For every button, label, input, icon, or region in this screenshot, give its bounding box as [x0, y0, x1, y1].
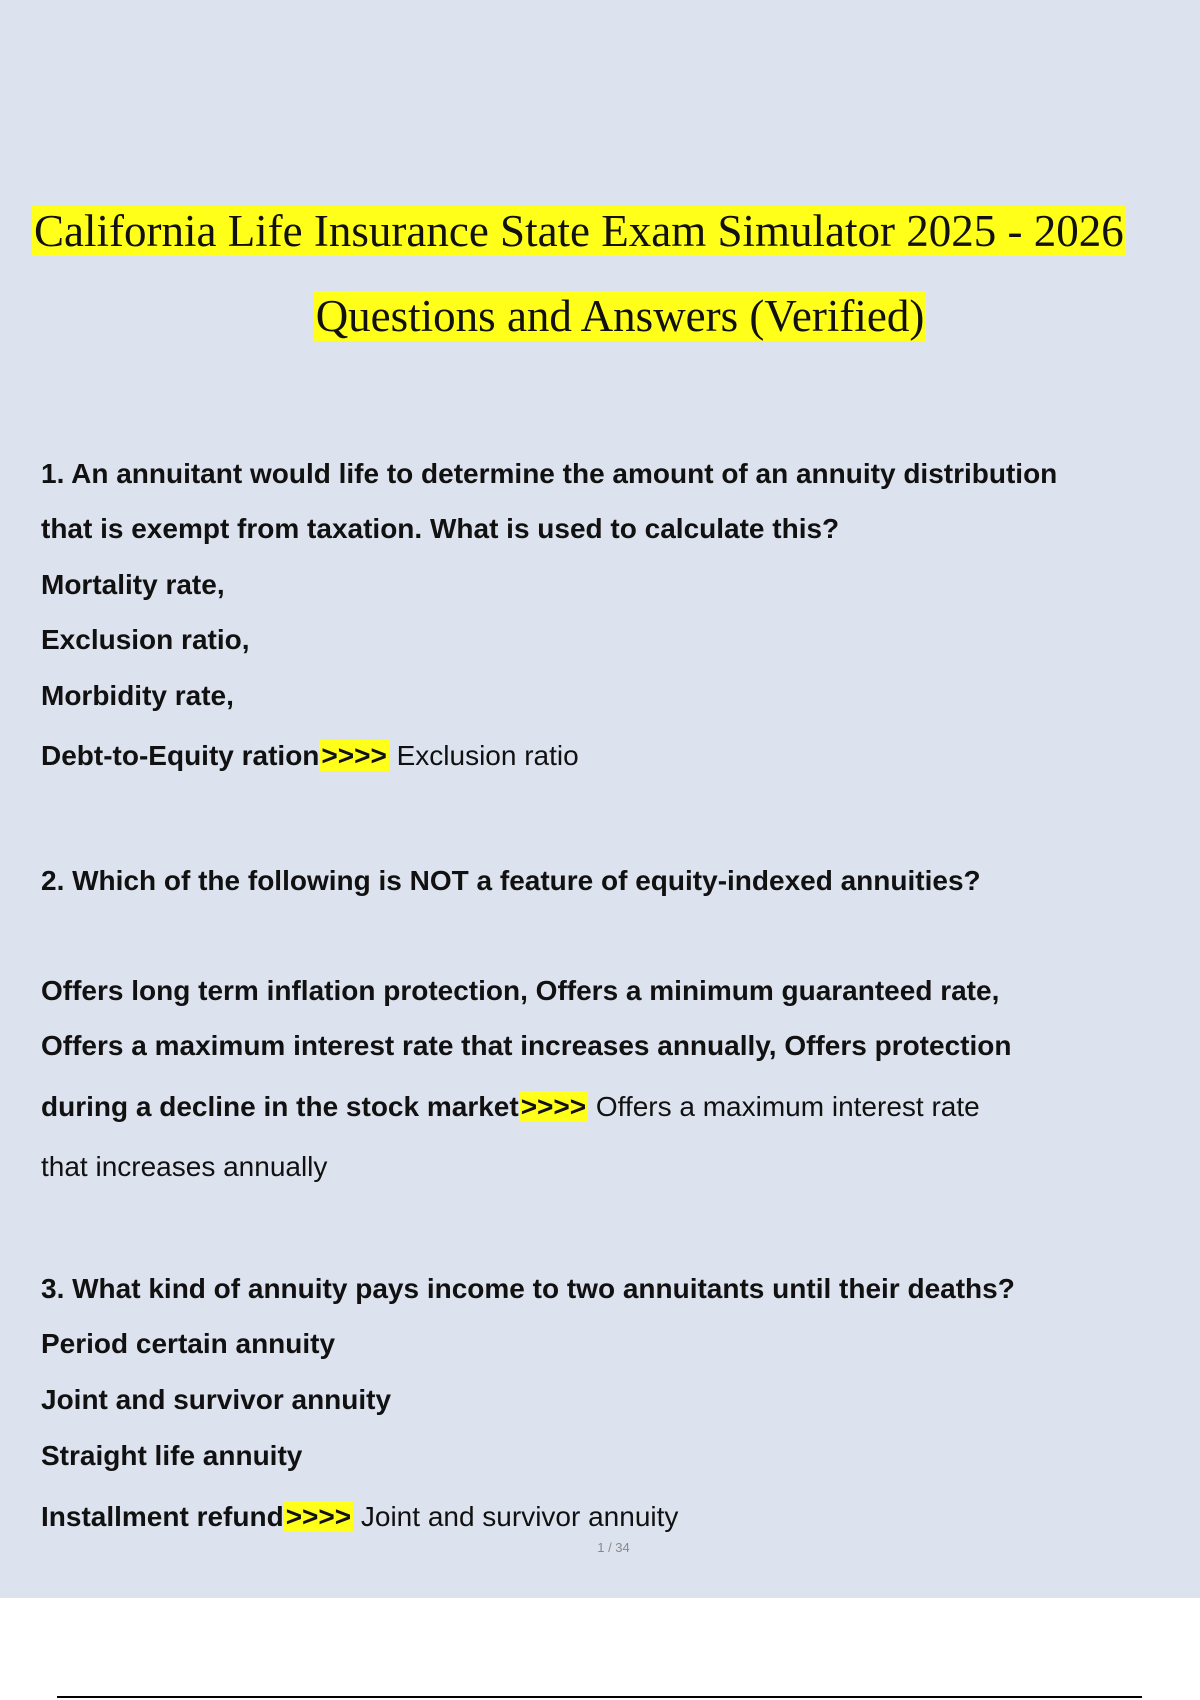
question-1-text-line-1: 1. An annuitant would life to determine the amount of an annuity distribution: [41, 458, 1058, 489]
answer-arrow: >>>>: [520, 1091, 587, 1122]
question-2-options-line-2: Offers a maximum interest rate that increases annually, Offers protection: [41, 1030, 1012, 1061]
question-3-option-4: Installment refund: [41, 1501, 284, 1532]
question-1-option-4: Debt-to-Equity ration: [41, 740, 320, 771]
question-1-option-3: Morbidity rate,: [41, 680, 234, 711]
question-2-options-line-1: Offers long term inflation protection, Offers a minimum guaranteed rate,: [41, 975, 1000, 1006]
question-2-options-line-3-with-answer: [41, 1088, 980, 1126]
question-3-option-1: Period certain annuity: [41, 1328, 336, 1359]
question-2-answer-line-1: Offers a maximum interest rate: [588, 1091, 980, 1122]
question-2-text: 2. Which of the following is NOT a feature of equity-indexed annuities?: [41, 865, 981, 896]
question-3-option-4-with-answer: [41, 1498, 678, 1536]
question-3-option-3: Straight life annuity: [41, 1440, 303, 1471]
document-title-line-2: Questions and Answers (Verified): [315, 291, 925, 341]
question-1-option-1: Mortality rate,: [41, 569, 225, 600]
question-1-text-line-2: that is exempt from taxation. What is used to calculate this?: [41, 513, 840, 544]
page-footer-divider: [57, 1696, 1142, 1698]
answer-arrow: >>>>: [321, 740, 387, 771]
question-1-option-2: Exclusion ratio,: [41, 624, 250, 655]
page-number: 1 / 34: [597, 1540, 630, 1555]
question-1-answer: Exclusion ratio: [388, 740, 579, 771]
question-3-text: 3. What kind of annuity pays income to two annuitants until their deaths?: [41, 1273, 1015, 1304]
question-1-option-4-with-answer: [41, 737, 579, 775]
question-2-answer-line-2: that increases annually: [41, 1151, 328, 1182]
question-3-answer: Joint and survivor annuity: [353, 1501, 679, 1532]
answer-arrow: >>>>: [285, 1501, 352, 1532]
question-3-option-2: Joint and survivor annuity: [41, 1384, 392, 1415]
document-title-line-1: California Life Insurance State Exam Simulator 2025 - 2026: [34, 206, 1124, 256]
question-2-options-line-3: during a decline in the stock market: [41, 1091, 519, 1122]
